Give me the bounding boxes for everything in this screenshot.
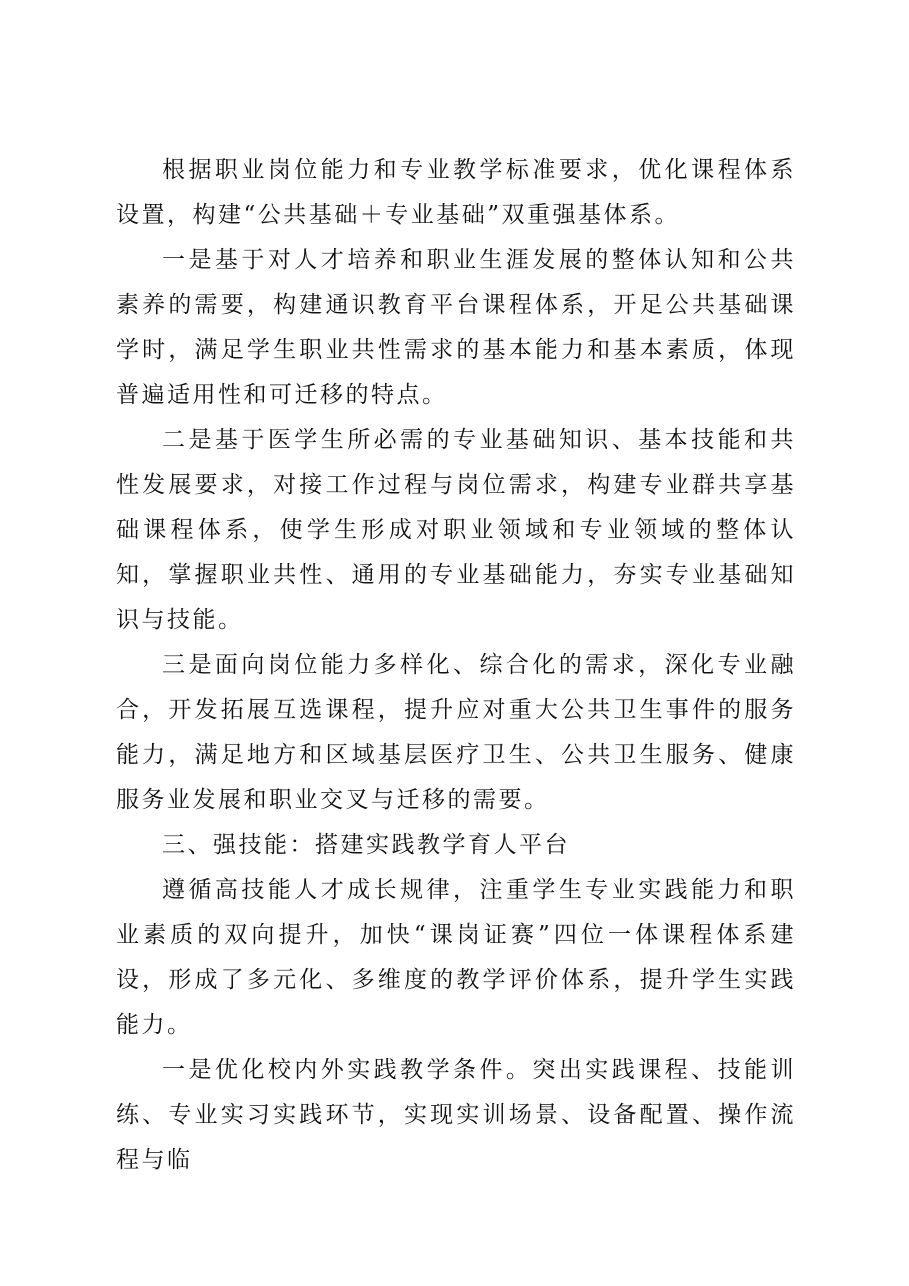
paragraph-professional-foundation: 二是基于医学生所必需的专业基础知识、基本技能和共性发展要求，对接工作过程与岗位需求，构建专业群共享基础课程体系，使学生形成对职业领域和专业领域的整体认知，掌握职业共性、通用的专业基础能力，夯实专业基础知识与技能。 xyxy=(116,427,796,633)
paragraph-elective-courses: 三是面向岗位能力多样化、综合化的需求，深化专业融合，开发拓展互选课程，提升应对重大公共卫生事件的服务能力，满足地方和区域基层医疗卫生、公共卫生服务、健康服务业发展和职业交叉与迁移的需要。 xyxy=(116,652,796,813)
section-heading-skills: 三、强技能：搭建实践教学育人平台 xyxy=(162,832,570,858)
document-body xyxy=(116,148,796,1183)
paragraph-curriculum-intro: 根据职业岗位能力和专业教学标准要求，优化课程体系设置，构建“公共基础＋专业基础”双重强基体系。 xyxy=(116,157,796,228)
paragraph-practice-ability: 遵循高技能人才成长规律，注重学生专业实践能力和职业素质的双向提升，加快“课岗证赛”四位一体课程体系建设，形成了多元化、多维度的教学评价体系，提升学生实践能力。 xyxy=(116,877,796,1038)
paragraph-general-education: 一是基于对人才培养和职业生涯发展的整体认知和公共素养的需要，构建通识教育平台课程体系，开足公共基础课学时，满足学生职业共性需求的基本能力和基本素质，体现普遍适用性和可迁移的特点。 xyxy=(116,247,796,408)
paragraph-practice-conditions: 一是优化校内外实践教学条件。突出实践课程、技能训练、专业实习实践环节，实现实训场景、设备配置、操作流程与临 xyxy=(116,1057,796,1173)
